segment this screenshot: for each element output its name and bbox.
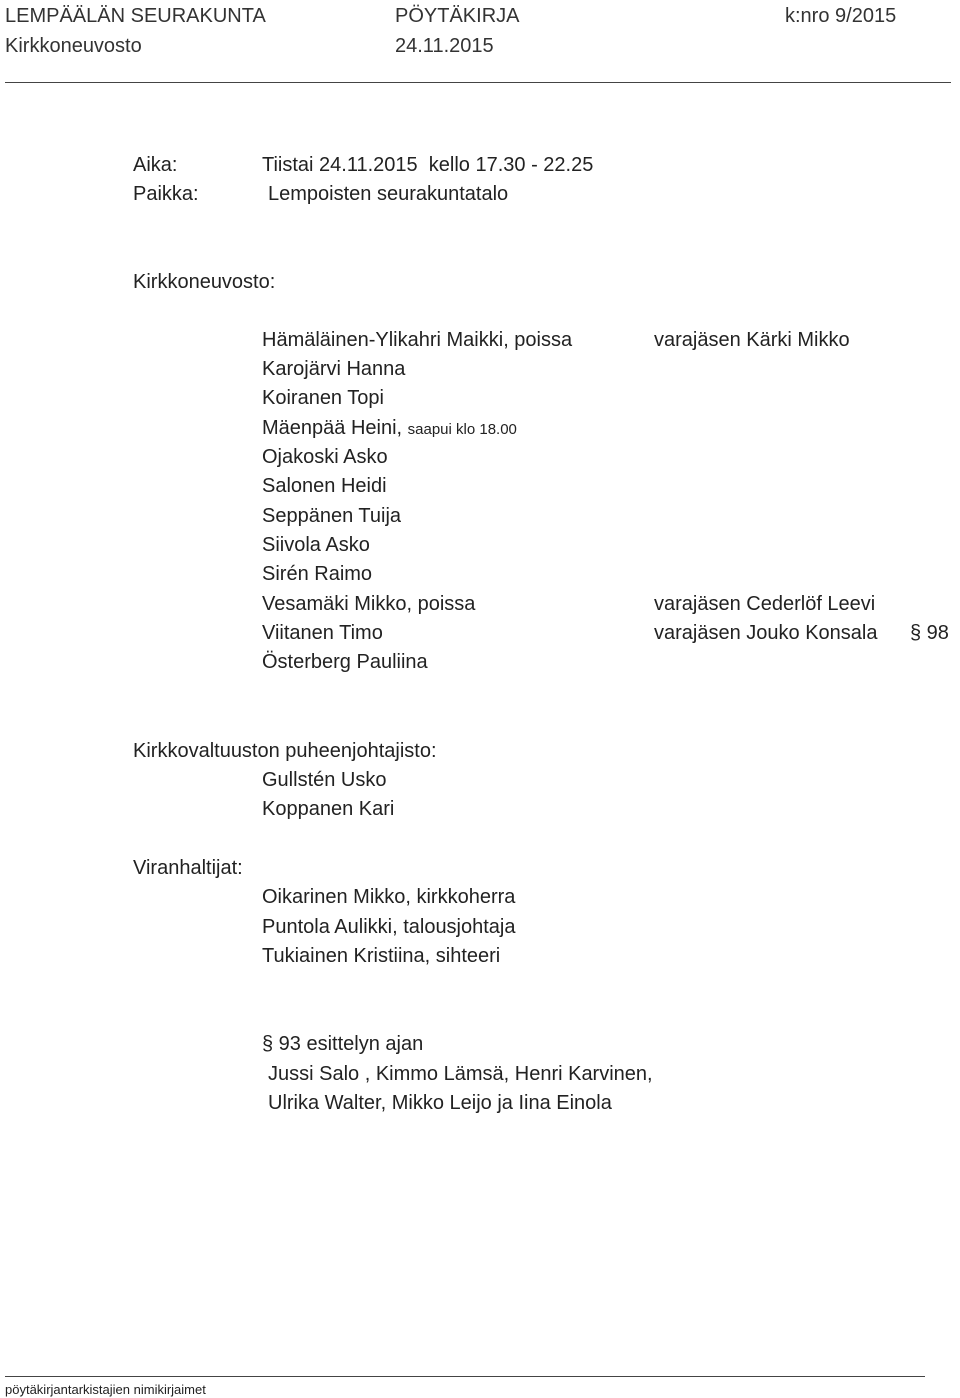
- member-name: Sirén Raimo: [262, 563, 373, 585]
- document-type: PÖYTÄKIRJA: [395, 5, 520, 27]
- presentation-section: § 93 esittelyn ajan: [262, 1033, 424, 1055]
- footer-text: pöytäkirjantarkistajien nimikirjaimet: [5, 1382, 206, 1397]
- header-divider: [5, 82, 951, 83]
- document-date: 24.11.2015: [395, 35, 494, 57]
- time-label: Aika:: [133, 154, 178, 176]
- time-value: Tiistai 24.11.2015 kello 17.30 - 22.25: [262, 154, 594, 176]
- governing-body: Kirkkoneuvosto: [5, 35, 142, 57]
- place-value: Lempoisten seurakuntatalo: [268, 183, 509, 205]
- section-reference: § 98: [910, 622, 949, 644]
- member-name: Viitanen Timo: [262, 622, 383, 644]
- deputy-note: varajäsen Kärki Mikko: [654, 329, 850, 351]
- official: Tukiainen Kristiina, sihteeri: [262, 945, 501, 967]
- member-name: Vesamäki Mikko, poissa: [262, 593, 476, 615]
- member-name: Siivola Asko: [262, 534, 370, 556]
- chair-member: Koppanen Kari: [262, 798, 395, 820]
- official: Puntola Aulikki, talousjohtaja: [262, 916, 516, 938]
- deputy-note: varajäsen Jouko Konsala: [654, 622, 878, 644]
- member-name: Österberg Pauliina: [262, 651, 428, 673]
- deputy-note: varajäsen Cederlöf Leevi: [654, 593, 876, 615]
- document-number: k:nro 9/2015: [785, 5, 897, 27]
- official: Oikarinen Mikko, kirkkoherra: [262, 886, 516, 908]
- presenters-line: Ulrika Walter, Mikko Leijo ja Iina Einola: [268, 1092, 612, 1114]
- chair-heading: Kirkkovaltuuston puheenjohtajisto:: [133, 740, 437, 762]
- organization-name: LEMPÄÄLÄN SEURAKUNTA: [5, 5, 266, 27]
- member-row: [262, 418, 517, 438]
- member-name: Mäenpää Heini,: [262, 417, 403, 439]
- chair-member: Gullstén Usko: [262, 769, 387, 791]
- member-name: Karojärvi Hanna: [262, 358, 406, 380]
- member-name: Ojakoski Asko: [262, 446, 388, 468]
- footer-divider: [5, 1376, 925, 1377]
- member-name: Koiranen Topi: [262, 387, 384, 409]
- presenters-line: Jussi Salo , Kimmo Lämsä, Henri Karvinen,: [268, 1063, 653, 1085]
- officials-heading: Viranhaltijat:: [133, 857, 243, 879]
- place-label: Paikka:: [133, 183, 199, 205]
- council-heading: Kirkkoneuvosto:: [133, 271, 276, 293]
- member-name: Seppänen Tuija: [262, 505, 402, 527]
- member-name: Hämäläinen-Ylikahri Maikki, poissa: [262, 329, 573, 351]
- arrival-note: saapui klo 18.00: [407, 421, 517, 438]
- member-name: Salonen Heidi: [262, 475, 387, 497]
